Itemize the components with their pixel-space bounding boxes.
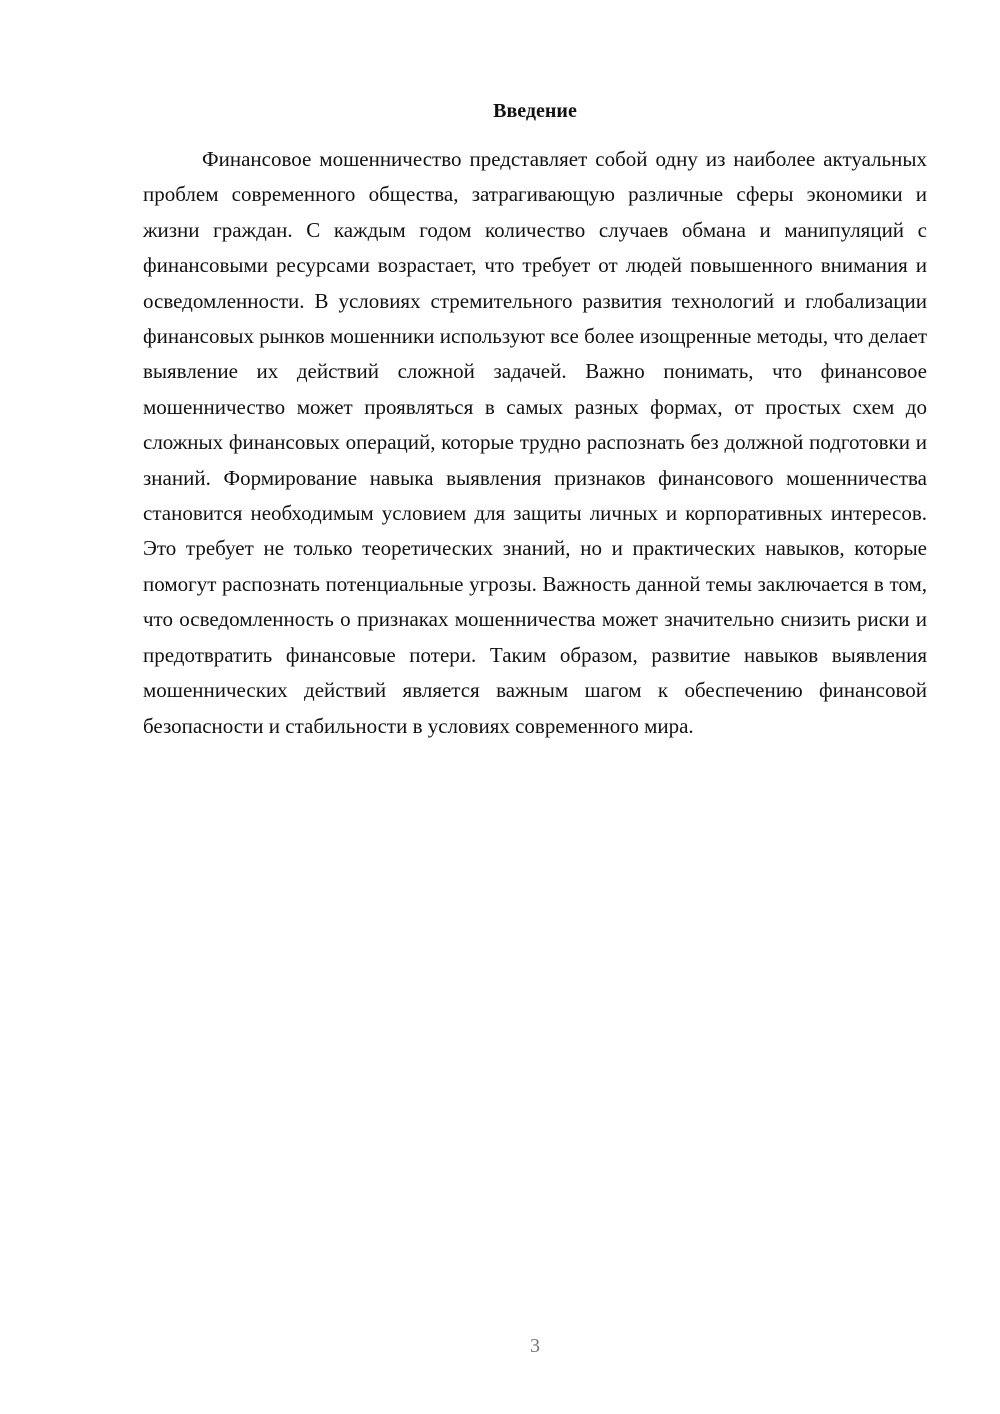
page-number: 3 [530,1335,540,1357]
section-heading: Введение [493,100,577,122]
body-paragraph: Финансовое мошенничество представляет собой одну из наиболее актуальных проблем современного общества, затрагивающую различные сферы экономики и жизни граждан. С каждым годом количество случаев обмана и манипуляций с финансовыми ресурсами возрастает, что требует от людей повышенного внимания и осведомленности. В условиях стремительного развития технологий и глобализации финансовых рынков мошенники используют все более изощренные методы, что делает выявление их действий сложной задачей. Важно понимать, что финансовое мошенничество может проявляться в самых разных формах, от простых схем до сложных финансовых операций, которые трудно распознать без должной подготовки и знаний. Формирование навыка выявления признаков финансового мошенничества становится необходимым условием для защиты личных и корпоративных интересов. Это требует не только теоретических знаний, но и практических навыков, которые помогут распознать потенциальные угрозы. Важность данной темы заключается в том, что осведомленность о признаках мошенничества может значительно снизить риски и предотвратить финансовые потери. Таким образом, развитие навыков выявления мошеннических действий является важным шагом к обеспечению финансовой безопасности и стабильности в условиях современного мира. [143,147,927,738]
